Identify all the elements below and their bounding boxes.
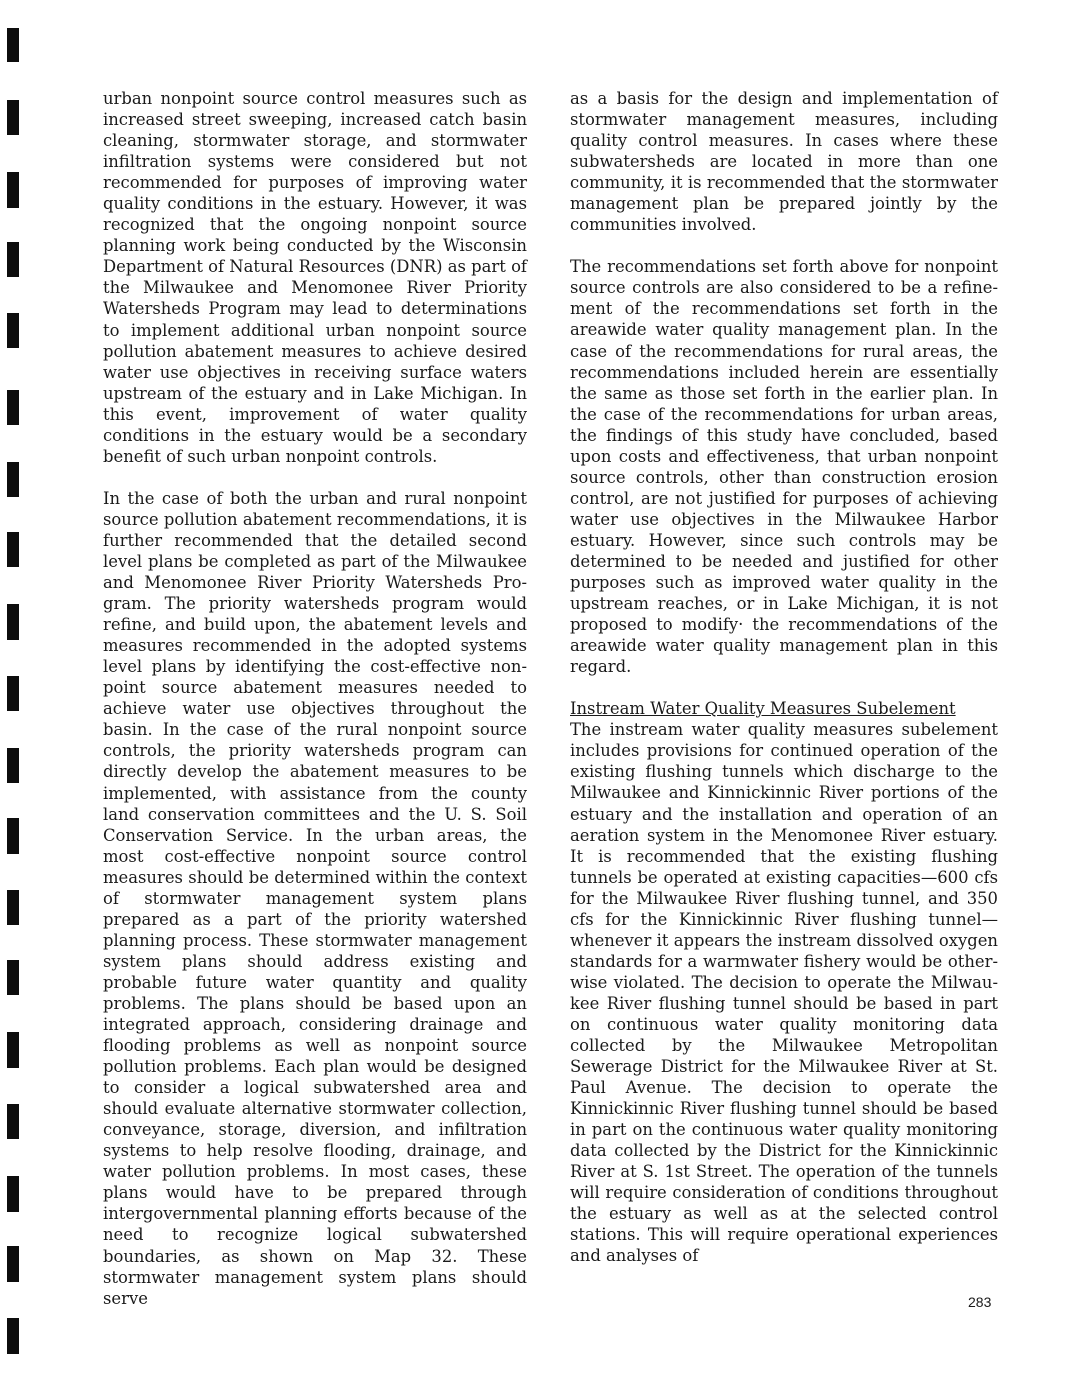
binding-mark — [7, 676, 19, 711]
body-paragraph: urban nonpoint source control measures such as increased street sweeping, increased catch basin cleaning, stormwater storage, and stormwater infiltration systems were considered but not recommended for purposes of improving water quality conditions in the estuary. However, it was recognized that the ongoing nonpoint source planning work being conducted by the Wisconsin Department of Natural Resources (DNR) as part of the Milwaukee and Menomonee River Priority Watersheds Program may lead to determinations to implement additional urban nonpoint source pollution abatement measures to achieve desired water use objectives in receiving surface waters upstream of the estuary and in Lake Michigan. In this event, improvement of water quality conditions in the estuary would be a secondary benefit of such urban nonpoint controls. — [103, 89, 527, 466]
binding-mark — [7, 100, 19, 135]
binding-mark — [7, 890, 19, 925]
body-paragraph: The instream water quality measures subelement includes provisions for continued operation of the existing flushing tunnels which discharge to the Milwaukee and Kinnickinnic River portions of the estuary and the installation and operation of an aeration system in the Menomonee River estuary. It is recommended that the existing flushing tunnels be operated at existing capacities—600 cfs for the Milwaukee River flushing tunnel, and 350 cfs for the Kinnickinnic River flushing tunnel— whenever it appears the instream dissolved oxygen standards for a warmwater fishery would be otherwise violated. The decision to operate the Milwaukee River flushing tunnel should be based in part on continuous water quality monitoring data collected by the Milwaukee Metropolitan Sewerage District for the Milwaukee River at St. Paul Avenue. The decision to operate the Kinnickinnic River flushing tunnel should be based in part on the continuous water quality monitoring data collected by the District for the Kinnickinnic River at S. 1st Street. The operation of the tunnels will require consideration of conditions throughout the estuary as well as at the selected control stations. This will require operational experiences and analyses of — [570, 720, 998, 1266]
binding-mark — [7, 1104, 19, 1139]
binding-mark — [7, 313, 19, 348]
right-column — [570, 88, 998, 1267]
binding-mark — [7, 1246, 19, 1282]
left-column — [103, 88, 527, 1309]
binding-mark — [7, 172, 19, 208]
binding-mark — [7, 532, 19, 567]
body-paragraph: The recommendations set forth above for nonpoint source controls are also considered to be a refinement of the recommendations set forth in the areawide water quality management plan. In the case of the recommendations for rural areas, the recommendations included herein are essentially the same as those set forth in the earlier plan. In the case of the recommendations for urban areas, the findings of this study have concluded, based upon costs and effectiveness, that urban nonpoint source controls, other than construction erosion control, are not justified for purposes of achieving water use objectives in the Milwaukee Harbor estuary. However, since such controls may be determined to be needed and justified for other purposes such as improved water quality in the upstream reaches, or in Lake Michigan, it is not proposed to modify· the recommendations of the areawide water quality management plan in this regard. — [570, 257, 998, 677]
binding-mark — [7, 604, 19, 640]
binding-mark — [7, 1318, 19, 1354]
body-paragraph: In the case of both the urban and rural nonpoint source pollution abatement recommendations, it is further recommended that the detailed second level plans be completed as part of the Milwaukee and Menomonee River Priority Watersheds Program. The priority watersheds program would refine, and build upon, the abatement levels and measures recommended in the adopted systems level plans by identifying the cost-effective nonpoint source abatement measures needed to achieve water use objectives throughout the basin. In the case of the rural nonpoint source controls, the priority watersheds program can directly develop the abatement measures to be implemented, with assistance from the county land conservation committees and the U. S. Soil Conservation Service. In the urban areas, the most cost-effective nonpoint source control measures should be determined within the context of stormwater management system plans prepared as a part of the priority watershed planning process. These stormwater management system plans should address existing and probable future water quantity and quality problems. The plans should be based upon an integrated approach, considering drainage and flooding problems as well as nonpoint source pollution problems. Each plan would be designed to consider a logical subwatershed area and should evaluate alternative stormwater collection, conveyance, storage, diversion, and infiltration systems to help resolve flooding, drainage, and water pollution problems. In most cases, these plans would have to be prepared through intergovernmental planning efforts because of the need to recognize logical subwatershed boundaries, as shown on Map 32. These stormwater management system plans should serve — [103, 488, 527, 1308]
binding-mark — [7, 818, 19, 854]
binding-mark — [7, 390, 19, 425]
binding-margin — [0, 0, 40, 1380]
binding-mark — [7, 960, 19, 995]
binding-mark — [7, 462, 19, 497]
binding-mark — [7, 1176, 19, 1212]
body-paragraph: as a basis for the design and implementation of stormwater management measures, including quality control measures. In cases where these subwatersheds are located in more than one community, it is recommended that the stormwater management plan be prepared jointly by the communities involved. — [570, 89, 998, 235]
binding-mark — [7, 748, 19, 783]
binding-mark — [7, 242, 19, 277]
binding-mark — [7, 28, 19, 62]
binding-mark — [7, 1032, 19, 1068]
section-subheading: Instream Water Quality Measures Subelement — [570, 699, 956, 719]
page-number: 283 — [968, 1294, 992, 1310]
